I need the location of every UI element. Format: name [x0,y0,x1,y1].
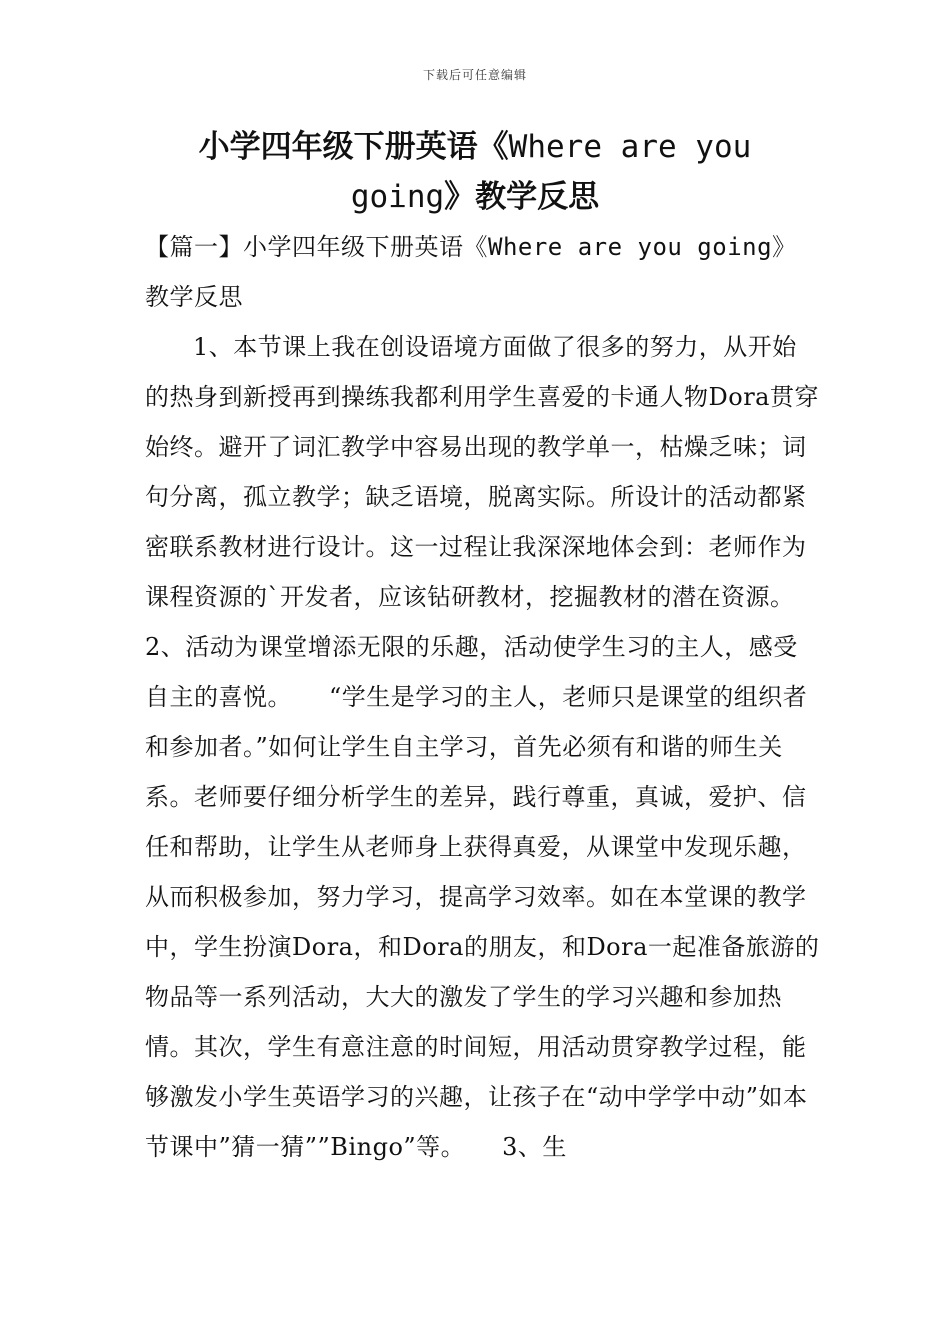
body-paragraph: 1、本节课上我在创设语境方面做了很多的努力，从开始的热身到新授再到操练我都利用学生喜爱的卡通人物Dora贯穿始终。避开了词汇教学中容易出现的教学单一，枯燥乏味；词句分离，孤立教学；缺乏语境，脱离实际。所设计的活动都紧密联系教材进行设计。这一过程让我深深地体会到：老师作为课程资源的`开发者，应该钻研教材，挖掘教材的潜在资源。 2、活动为课堂增添无限的乐趣，活动使学生习的主人，感受自主的喜悦。 “学生是学习的主人，老师只是课堂的组织者和参加者。”如何让学生自主学习，首先必须有和谐的师生关系。老师要仔细分析学生的差异，践行尊重，真诚，爱护、信任和帮助，让学生从老师身上获得真爱，从课堂中发现乐趣，从而积极参加，努力学习，提高学习效率。如在本堂课的教学中，学生扮演Dora，和Dora的朋友，和Dora一起准备旅游的物品等一系列活动，大大的激发了学生的学习兴趣和参加热情。其次，学生有意注意的时间短，用活动贯穿教学过程，能够激发小学生英语学习的兴趣，让孩子在“动中学学中动”如本节课中”猜一猜””Bingo”等。 3、生 [145,333,832,1161]
header-note: 下载后可任意编辑 [422,68,527,82]
section-heading [145,222,820,322]
section-heading-suffix: 》教学反思 [145,233,797,311]
title-chinese-part2: 》教学反思 [444,179,600,215]
section-heading-prefix: 【篇一】小学四年级下册英语《 [145,233,488,261]
title-english: Where are you going [350,129,752,215]
document-body [145,222,832,1172]
title-chinese-part1: 小学四年级下册英语《 [198,129,509,165]
section-heading-english: Where are you going [488,233,773,261]
document-title [140,122,810,222]
